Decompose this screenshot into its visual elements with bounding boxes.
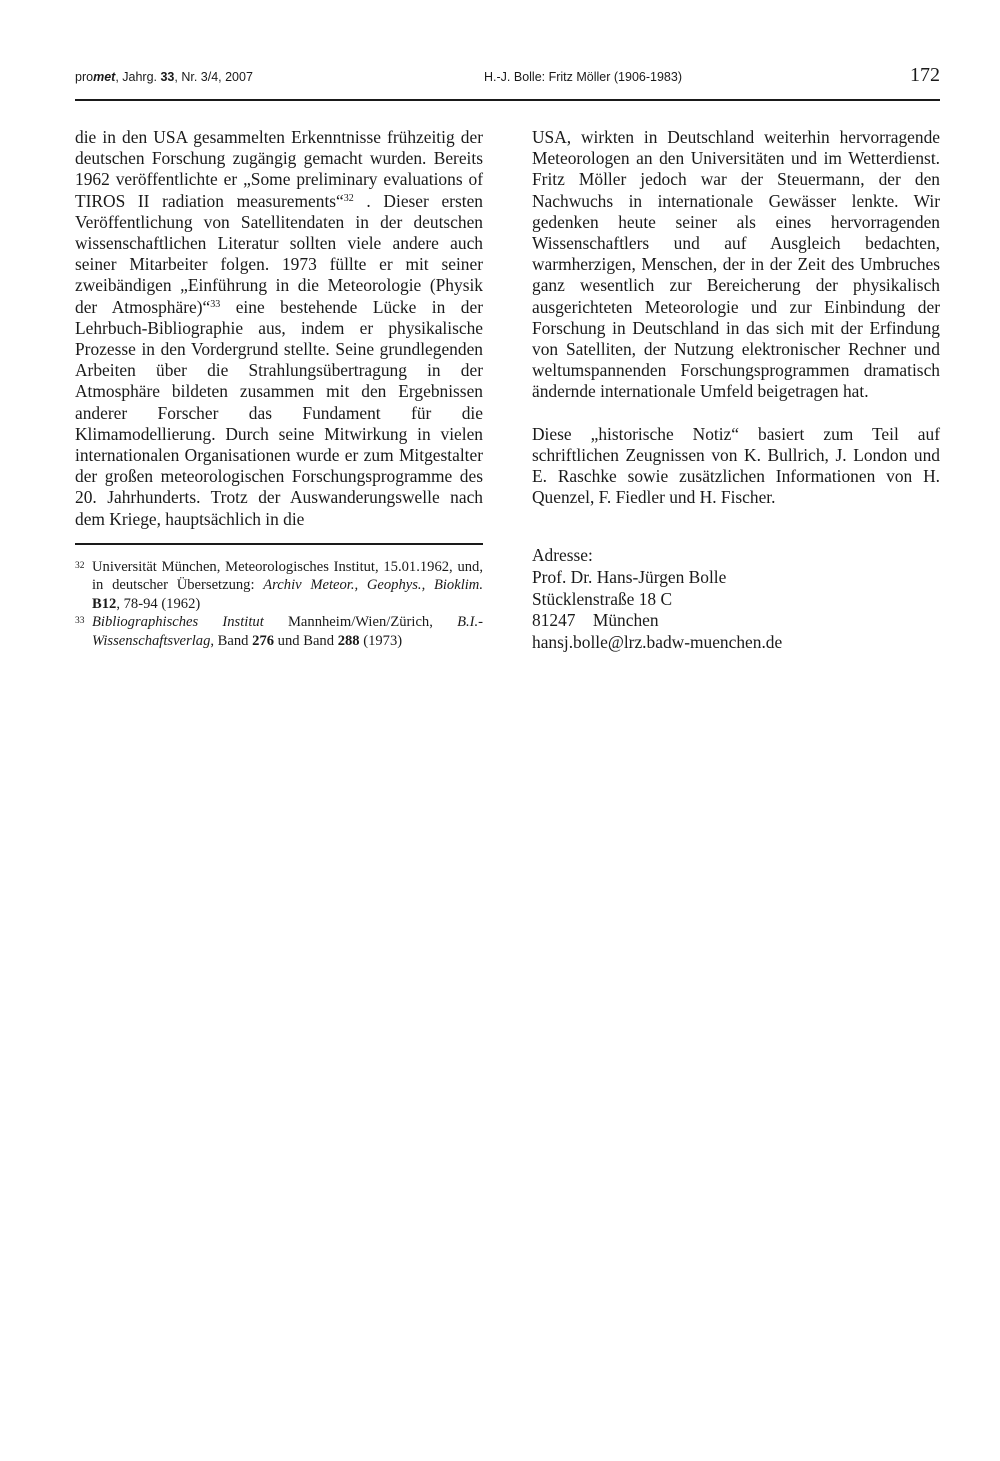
volume-number: 33	[160, 70, 175, 84]
address-street: Stücklenstraße 18 C	[532, 588, 673, 609]
footnote-rule	[75, 543, 483, 545]
right-paragraph-2: Diese „historische Notiz“ basiert zum Teil auf schriftlichen Zeugnissen von K. Bullrich, J. London und E. Raschke sowie zusätzlichen Informationen von H. Quenzel, F. Fiedler und H. Fischer.	[532, 423, 940, 508]
left-paragraph	[75, 127, 483, 530]
footnote-bold: B12	[92, 595, 117, 612]
left-column	[75, 127, 483, 530]
address-city: 81247 München	[532, 610, 659, 631]
address-email[interactable]: hansj.bolle@lrz.badw-muenchen.de	[532, 632, 783, 653]
header-rule	[75, 99, 940, 101]
footnote-text: Mannheim/Wien/Zürich,	[263, 614, 458, 631]
journal-name-pre: pro	[75, 70, 94, 84]
footnote-ref-32: 32	[343, 192, 354, 204]
footnote-text: Universität München, Meteorologisches Institut, 15.01.1962, und, in deutscher Übersetzung:	[92, 559, 483, 594]
footnote-33	[75, 613, 483, 650]
address-label: Adresse:	[532, 545, 593, 565]
footnote-number: 32	[75, 561, 85, 571]
footnote-ref-33: 33	[210, 298, 221, 310]
issue-suffix: , Nr. 3/4, 2007	[174, 70, 253, 84]
left-text-a: die in den USA gesammelten Erkenntnisse frühzeitig der deutschen Forschung zugängig gemacht wurden. Bereits 1962 veröffentlichte er „Some preliminary evaluations of TIROS II radiation measurements“	[75, 127, 483, 211]
right-paragraph-1: USA, wirkten in Deutschland weiterhin hervorragende Meteorologen an den Universitäten und im Wetterdienst. Fritz Möller jedoch war der Steuermann, der den Nachwuchs in internationale Gewässer lenkte. Wir gedenken heute seiner als eines hervorragenden Wissenschaftlers und auf Ausgleich bedachten, warmherzigen, Menschen, der in der Zeit des Umbruches ganz wesentlich zur Bereicherung der physikalisch ausgerichteten Meteorologie und zur Einbindung der Forschung in Deutschland in das sich mit der Erfindung von Satelliten, der Nutzung elektronischer Rechner und weltumspannenden Forschungsprogrammen dramatisch ändernde internationale Umfeld beigetragen hat.	[532, 127, 940, 402]
footnote-32	[75, 558, 483, 613]
footnote-italic: B.I.-Wissenschaftsverlag	[92, 614, 483, 649]
right-column	[532, 127, 940, 508]
footnotes	[75, 558, 483, 650]
left-text-b: . Dieser ersten Veröffentlichung von Satellitendaten in der deutschen wissenschaftlichen Literatur sollten viele andere auch seiner Mitarbeiter folgen. 1973 füllte er mit seiner zweibändigen „Einführung in die Meteorologie (Physik der Atmosphäre)“	[75, 190, 483, 317]
footnote-bold: 276	[252, 632, 275, 649]
journal-name-bold: met	[93, 70, 116, 84]
footnote-number: 33	[75, 616, 85, 627]
footnote-text: und Band	[274, 632, 338, 649]
footnote-italic: Archiv Meteor., Geophys., Bioklim.	[263, 577, 483, 594]
footnote-text: , Band	[210, 632, 253, 649]
issue-prefix: , Jahrg.	[115, 70, 161, 84]
left-text-c: eine bestehende Lücke in der Lehrbuch-Bibliographie aus, indem er physikalische Prozesse in den Vordergrund stellte. Seine grundlegenden Arbeiten über die Strahlungsübertragung in der Atmosphäre bildeten zusammen mit den Ergebnissen anderer Forscher das Fundament für die Klimamodellierung. Durch seine Mitwirkung in vielen internationalen Organisationen wurde er zum Mitgestalter der großen meteorologischen Forschungsprogramme des 20. Jahrhunderts. Trotz der Auswanderungswelle nach dem Kriege, hauptsächlich in die	[75, 296, 483, 529]
footnote-text: , 78-94 (1962)	[116, 595, 201, 612]
author-address	[532, 545, 782, 654]
page-number: 172	[910, 64, 940, 86]
journal-citation	[75, 70, 253, 84]
footnote-text: (1973)	[359, 632, 403, 649]
address-name: Prof. Dr. Hans-Jürgen Bolle	[532, 566, 727, 587]
footnote-bold: 288	[337, 632, 360, 649]
running-title: H.-J. Bolle: Fritz Möller (1906-1983)	[484, 70, 682, 84]
page-header	[75, 62, 940, 90]
footnote-italic: Bibliographisches Institut	[92, 614, 264, 631]
